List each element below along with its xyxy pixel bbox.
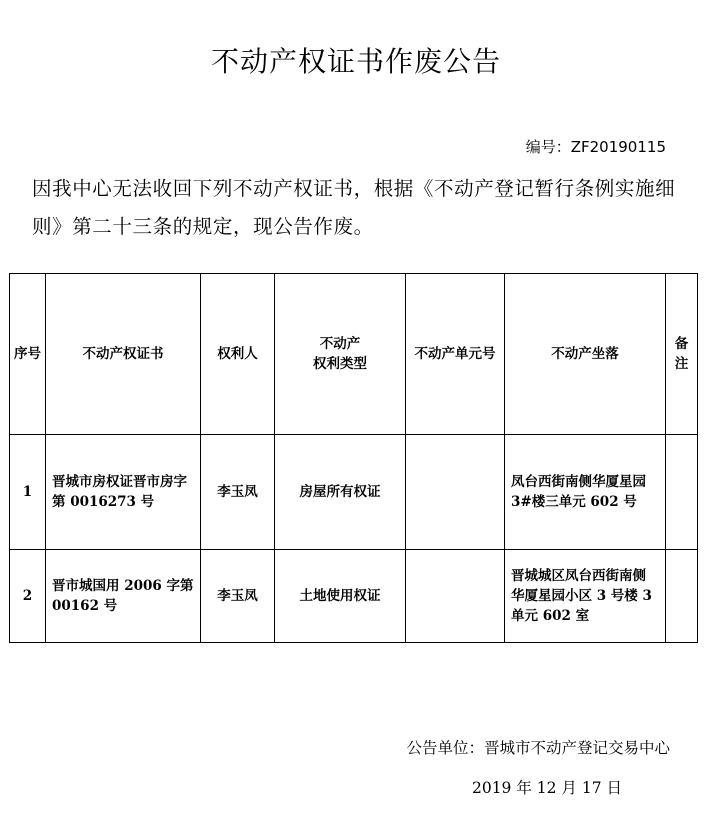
cell-index: 2 [10, 549, 46, 642]
cell-remarks [666, 435, 698, 549]
cell-right-type: 土地使用权证 [275, 549, 406, 642]
issuing-organization: 公告单位：晋城市不动产登记交易中心 [406, 739, 670, 757]
cell-holder: 李玉凤 [201, 435, 275, 549]
cell-location: 晋城城区凤台西街南侧华厦星园小区 3 号楼 3 单元 602 室 [505, 549, 666, 642]
cell-unit-number [406, 435, 505, 549]
table-row [10, 435, 698, 549]
cell-certificate: 晋市城国用 2006 字第 00162 号 [46, 549, 201, 642]
table-header-row [10, 274, 698, 435]
header-index: 序号 [10, 274, 46, 435]
cell-right-type: 房屋所有权证 [275, 435, 406, 549]
notice-title: 不动产权证书作废公告 [210, 45, 501, 78]
notice-preamble: 因我中心无法收回下列不动产权证书，根据《不动产登记暂行条例实施细则》第二十三条的规定，现公告作废。 [32, 177, 676, 238]
header-right-type: 不动产 权利类型 [275, 274, 406, 435]
cell-unit-number [406, 549, 505, 642]
header-unit-number: 不动产单元号 [406, 274, 505, 435]
cell-holder: 李玉凤 [201, 549, 275, 642]
header-certificate: 不动产权证书 [46, 274, 201, 435]
header-location: 不动产坐落 [505, 274, 666, 435]
cell-index: 1 [10, 435, 46, 549]
header-holder: 权利人 [201, 274, 275, 435]
header-remarks: 备注 [666, 274, 698, 435]
cell-certificate: 晋城市房权证晋市房字第 0016273 号 [46, 435, 201, 549]
cell-location: 凤台西街南侧华厦星园 3#楼三单元 602 号 [505, 435, 666, 549]
cell-remarks [666, 549, 698, 642]
document-number: 编号：ZF20190115 [525, 138, 666, 156]
table-row [10, 549, 698, 642]
voided-certificates-table [9, 273, 698, 643]
notice-date: 2019 年 12 月 17 日 [471, 779, 622, 797]
